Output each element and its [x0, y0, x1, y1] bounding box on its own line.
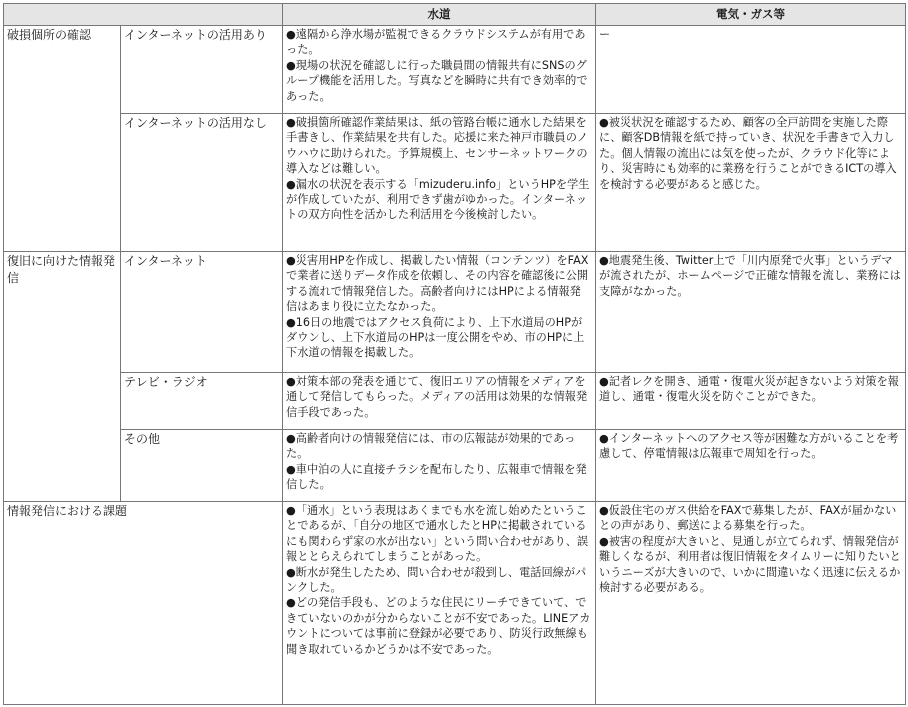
- bullet-item: ●仮設住宅のガス供給をFAXで募集したが、FAXが届かないとの声があり、郵送による募集を行った。: [599, 504, 897, 533]
- header-electricity-gas: 電気・ガス等: [596, 4, 906, 26]
- bullet-item: ●どの発信手段も、どのような住民にリーチできていて、できていないのかが分からないことが不安であった。LINEアカウントについては事前に登録が必要であり、防災行政無線も聞き取れているかどうかは不安であった。: [286, 596, 591, 656]
- table-row: [4, 114, 906, 252]
- electricity-gas-cell: [596, 502, 906, 705]
- water-cell: [283, 430, 596, 502]
- bullet-item: ●16日の地震ではアクセス負荷により、上下水道局のHPがダウンし、上下水道局のHPは一度公開をやめ、市のHPに上下水道の情報を掲載した。: [286, 315, 585, 360]
- table-row: [4, 26, 906, 114]
- subcategory-other: その他: [121, 430, 283, 502]
- subcategory-internet-used: インターネットの活用あり: [121, 26, 283, 114]
- category-info-challenges: 情報発信における課題: [4, 502, 283, 705]
- bullet-item: ●破損箇所確認作業結果は、紙の管路台帳に通水した結果を手書きし、作業結果を共有した。応援に来た神戸市職員のノウハウに助けられた。予算規模上、センサーネットワークの導入などは難しい。: [286, 116, 589, 176]
- water-cell: [283, 114, 596, 252]
- bullet-item: ●対策本部の発表を通じて、復旧エリアの情報をメディアを通して発信してもらった。メディアの活用は効果的な情報発信手段であった。: [286, 375, 588, 419]
- water-cell: [283, 373, 596, 430]
- subcategory-internet-not-used: インターネットの活用なし: [121, 114, 283, 252]
- table-row: [4, 430, 906, 502]
- water-cell: [283, 26, 596, 114]
- bullet-item: ●被災状況を確認するため、顧客の全戸訪問を実施した際に、顧客DB情報を紙で持っていき、状況を手書きで入力した。個人情報の流出には気を使ったが、クラウド化等により、災害時にも効率的に業務を行うことができるICTの導入を検討する必要があると感じた。: [599, 116, 897, 191]
- header-water: 水道: [283, 4, 596, 26]
- bullet-item: ●インターネットへのアクセス等が困難な方がいることを考慮して、停電情報は広報車で周知を行った。: [599, 432, 899, 461]
- comparison-table: [3, 3, 906, 705]
- water-cell: [283, 502, 596, 705]
- dash-item: ー: [599, 28, 611, 41]
- table-row: [4, 502, 906, 705]
- header-blank-cell: [4, 4, 283, 26]
- bullet-item: ●遠隔から浄水場が監視できるクラウドシステムが有用であった。: [286, 28, 586, 57]
- category-damage-check: 破損個所の確認: [4, 26, 121, 252]
- table-row: [4, 252, 906, 373]
- bullet-item: ●高齢者向けの情報発信には、市の広報誌が効果的であった。: [286, 432, 576, 461]
- subcategory-internet: インターネット: [121, 252, 283, 373]
- table-row: [4, 373, 906, 430]
- water-cell: [283, 252, 596, 373]
- bullet-item: ●地震発生後、Twitter上で「川内原発で火事」というデマが流されたが、ホームページで正確な情報を流し、業務には支障がなかった。: [599, 254, 901, 298]
- bullet-item: ●記者レクを開き、通電・復電火災が起きないよう対策を報道し、通電・復電火災を防ぐことができた。: [599, 375, 899, 404]
- category-recovery-info: 復旧に向けた情報発信: [4, 252, 121, 502]
- bullet-item: ●車中泊の人に直接チラシを配布したり、広報車で情報を発信した。: [286, 462, 587, 492]
- electricity-gas-cell: [596, 252, 906, 373]
- electricity-gas-cell: [596, 114, 906, 252]
- electricity-gas-cell: [596, 373, 906, 430]
- bullet-item: ●漏水の状況を表示する「mizuderu.info」というHPを学生が作成していたが、利用できず歯がゆかった。インターネットの双方向性を活かした利活用を今後検討したい。: [286, 177, 590, 222]
- bullet-item: ●災害用HPを作成し、掲載したい情報（コンテンツ）をFAXで業者に送りデータ作成を依頼し、その内容を確認後に公開する流れで情報発信した。高齢者向けにはHPによる情報発信はあまり役に立たなかった。: [286, 254, 589, 314]
- bullet-item: ●「通水」という表現はあくまでも水を流し始めたということであるが、「自分の地区で通水したとHPに掲載されているにも関わらず家の水が出ない」という問い合わせがあり、誤報ととらえられてしまうことがあった。: [286, 504, 589, 564]
- electricity-gas-cell: [596, 26, 906, 114]
- electricity-gas-cell: [596, 430, 906, 502]
- bullet-item: ●被害の程度が大きいと、見通しが立てられず、情報発信が難しくなるが、利用者は復旧情報をタイムリーに知りたいというニーズが大きいので、いかに間違いなく迅速に伝えるか検討する必要がある。: [599, 534, 901, 595]
- header-row: [4, 4, 906, 26]
- subcategory-tv-radio: テレビ・ラジオ: [121, 373, 283, 430]
- bullet-item: ●断水が発生したため、問い合わせが殺到し、電話回線がパンクした。: [286, 565, 587, 595]
- bullet-item: ●現場の状況を確認しに行った職員間の情報共有にSNSのグループ機能を活用した。写真などを瞬時に共有でき効率的であった。: [286, 58, 588, 103]
